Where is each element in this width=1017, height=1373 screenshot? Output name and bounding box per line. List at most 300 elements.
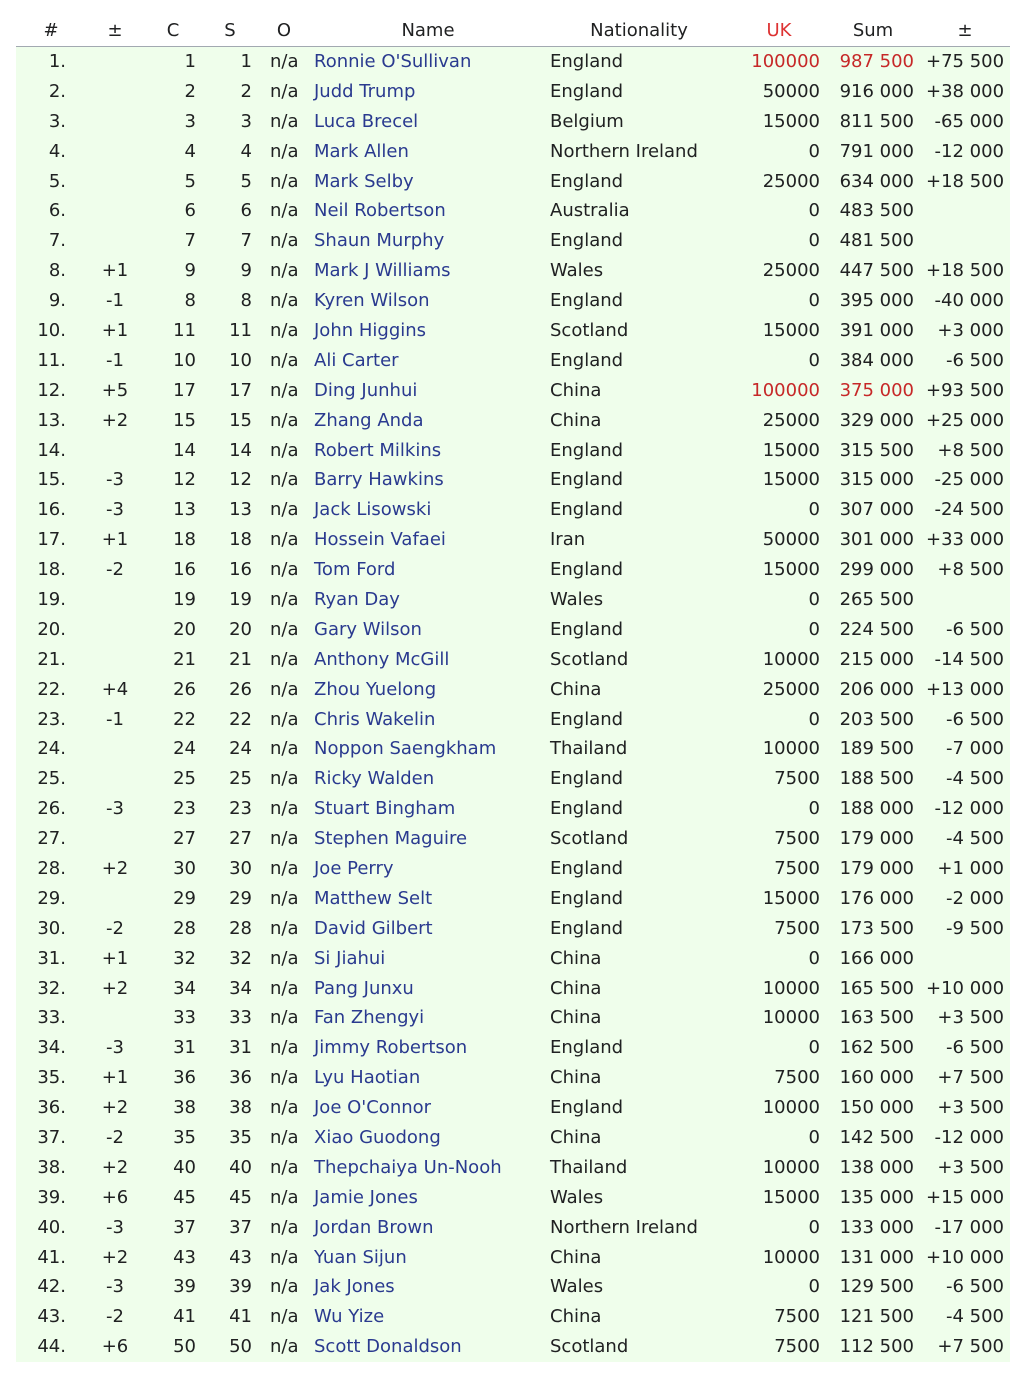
player-name-link[interactable]: Xiao Guodong (314, 1127, 441, 1148)
player-name-link[interactable]: Pang Junxu (314, 977, 414, 999)
nationality-cell: England (550, 917, 624, 939)
rank-change-cell (86, 585, 144, 615)
points-change-cell: +1 000 (937, 857, 1004, 879)
uk-points-cell: 0 (808, 1276, 820, 1298)
player-name-link[interactable]: Neil Robertson (314, 200, 446, 222)
nationality-cell: Northern Ireland (550, 140, 698, 162)
nationality-cell: China (550, 1246, 602, 1268)
sum-cell: 173 500 (839, 917, 914, 939)
s-cell: 12 (229, 469, 252, 491)
rank-cell: 15. (37, 469, 66, 491)
s-cell: 31 (229, 1037, 252, 1059)
uk-points-cell: 7500 (774, 1067, 820, 1089)
s-cell: 40 (229, 1156, 252, 1178)
s-cell: 32 (229, 947, 252, 969)
table-row (16, 1272, 1010, 1302)
o-cell: n/a (270, 1097, 299, 1119)
player-name-link[interactable]: Jordan Brown (314, 1216, 434, 1238)
player-name-link[interactable]: Stuart Bingham (314, 798, 456, 820)
sum-cell: 265 500 (839, 588, 914, 610)
table-row (16, 854, 1010, 884)
nationality-cell: England (550, 290, 624, 312)
table-row (16, 1123, 1010, 1153)
points-change-cell (920, 196, 1010, 226)
table-row (16, 913, 1010, 943)
rank-cell: 16. (37, 499, 66, 521)
nationality-cell: Wales (550, 1276, 604, 1298)
points-change-cell: +75 500 (926, 51, 1005, 73)
c-cell: 26 (173, 678, 196, 700)
player-name-link[interactable]: Tom Ford (314, 559, 396, 581)
player-name-link[interactable]: Ali Carter (314, 349, 399, 371)
header-uk: UK (732, 14, 826, 47)
uk-points-cell: 10000 (762, 1246, 820, 1268)
s-cell: 9 (240, 260, 252, 282)
table-row (16, 196, 1010, 226)
rank-cell: 26. (37, 798, 66, 820)
points-change-cell (920, 943, 1010, 973)
table-row (16, 644, 1010, 674)
s-cell: 20 (229, 618, 252, 640)
c-cell: 1 (184, 51, 196, 73)
uk-points-cell: 10000 (762, 977, 820, 999)
rank-change-cell: +2 (101, 857, 129, 879)
points-change-cell: -14 500 (934, 648, 1004, 670)
table-row (16, 943, 1010, 973)
nationality-cell: England (550, 887, 624, 909)
table-row (16, 1302, 1010, 1332)
rank-change-cell: +2 (101, 409, 129, 431)
rank-change-cell: +1 (101, 260, 129, 282)
player-name-link[interactable]: Ronnie O'Sullivan (314, 51, 472, 73)
uk-points-cell: 7500 (774, 917, 820, 939)
c-cell: 2 (184, 80, 196, 102)
player-name-link[interactable]: Mark Allen (314, 140, 409, 162)
s-cell: 24 (229, 738, 252, 760)
header-s: S (202, 14, 258, 47)
rank-cell: 10. (37, 319, 66, 341)
rank-cell: 9. (48, 290, 66, 312)
player-name-link[interactable]: Fan Zhengyi (314, 1007, 425, 1029)
o-cell: n/a (270, 1186, 299, 1208)
player-name-link[interactable]: Matthew Selt (314, 887, 433, 909)
sum-cell: 391 000 (839, 319, 914, 341)
sum-cell: 112 500 (839, 1336, 914, 1358)
nationality-cell: England (550, 499, 624, 521)
rank-change-cell: +2 (101, 1097, 129, 1119)
sum-cell: 483 500 (839, 200, 914, 222)
rank-cell: 25. (37, 768, 66, 790)
o-cell: n/a (270, 499, 299, 521)
table-row (16, 764, 1010, 794)
rank-change-cell (86, 435, 144, 465)
sum-cell: 307 000 (839, 499, 914, 521)
sum-cell: 133 000 (839, 1216, 914, 1238)
c-cell: 16 (173, 559, 196, 581)
o-cell: n/a (270, 618, 299, 640)
s-cell: 22 (229, 708, 252, 730)
c-cell: 34 (173, 977, 196, 999)
c-cell: 25 (173, 768, 196, 790)
nationality-cell: England (550, 559, 624, 581)
s-cell: 36 (229, 1067, 252, 1089)
uk-points-cell: 0 (808, 1127, 820, 1148)
o-cell: n/a (270, 1067, 299, 1089)
o-cell: n/a (270, 1216, 299, 1238)
player-name-link[interactable]: Gary Wilson (314, 618, 422, 640)
sum-cell: 188 500 (839, 768, 914, 790)
nationality-cell: England (550, 857, 624, 879)
c-cell: 38 (173, 1097, 196, 1119)
c-cell: 45 (173, 1186, 196, 1208)
uk-points-cell: 0 (808, 1216, 820, 1238)
o-cell: n/a (270, 110, 299, 132)
table-row (16, 316, 1010, 346)
player-name-link[interactable]: Si Jiahui (314, 947, 386, 969)
nationality-cell: England (550, 230, 624, 252)
table-row (16, 495, 1010, 525)
table-header-row (16, 14, 1010, 47)
sum-cell: 162 500 (839, 1037, 914, 1059)
player-name-link[interactable]: Mark Selby (314, 170, 414, 192)
table-row (16, 76, 1010, 106)
o-cell: n/a (270, 529, 299, 551)
table-row (16, 166, 1010, 196)
nationality-cell: Thailand (550, 738, 628, 760)
points-change-cell: +3 500 (937, 1156, 1004, 1178)
rank-cell: 35. (37, 1067, 66, 1089)
points-change-cell: +7 500 (937, 1067, 1004, 1089)
o-cell: n/a (270, 678, 299, 700)
player-name-link[interactable]: Jak Jones (314, 1276, 395, 1298)
player-name-link[interactable]: Anthony McGill (314, 648, 450, 670)
points-change-cell (920, 585, 1010, 615)
player-name-link[interactable]: Barry Hawkins (314, 469, 444, 491)
rank-change-cell (86, 136, 144, 166)
rank-change-cell (86, 106, 144, 136)
sum-cell: 129 500 (839, 1276, 914, 1298)
o-cell: n/a (270, 260, 299, 282)
player-name-link[interactable]: Zhou Yuelong (314, 678, 437, 700)
o-cell: n/a (270, 738, 299, 760)
sum-cell: 138 000 (839, 1156, 914, 1178)
s-cell: 18 (229, 529, 252, 551)
uk-points-cell: 0 (808, 708, 820, 730)
uk-points-cell: 0 (808, 1037, 820, 1059)
uk-points-cell: 7500 (774, 857, 820, 879)
points-change-cell: -12 000 (934, 140, 1004, 162)
points-change-cell (920, 226, 1010, 256)
rank-cell: 33. (37, 1007, 66, 1029)
player-name-link[interactable]: Jimmy Robertson (314, 1037, 468, 1059)
nationality-cell: China (550, 1127, 602, 1148)
player-name-link[interactable]: Jack Lisowski (314, 499, 432, 521)
o-cell: n/a (270, 51, 299, 73)
c-cell: 23 (173, 798, 196, 820)
o-cell: n/a (270, 200, 299, 222)
sum-cell: 166 000 (839, 947, 914, 969)
rank-cell: 20. (37, 618, 66, 640)
header-nationality: Nationality (546, 14, 732, 47)
rank-cell: 1. (48, 51, 66, 73)
c-cell: 35 (173, 1127, 196, 1148)
nationality-cell: China (550, 947, 602, 969)
table-row (16, 1212, 1010, 1242)
uk-points-cell: 10000 (762, 1156, 820, 1178)
o-cell: n/a (270, 857, 299, 879)
player-name-link[interactable]: Zhang Anda (314, 409, 424, 431)
uk-points-cell: 15000 (762, 559, 820, 581)
s-cell: 26 (229, 678, 252, 700)
sum-cell: 384 000 (839, 349, 914, 371)
o-cell: n/a (270, 977, 299, 999)
s-cell: 16 (229, 559, 252, 581)
sum-cell: 301 000 (839, 529, 914, 551)
player-name-link[interactable]: Ding Junhui (314, 379, 418, 401)
player-name-link[interactable]: Joe Perry (314, 857, 394, 879)
s-cell: 25 (229, 768, 252, 790)
rank-cell: 30. (37, 917, 66, 939)
player-name-link[interactable]: Kyren Wilson (314, 290, 430, 312)
sum-cell: 315 000 (839, 469, 914, 491)
o-cell: n/a (270, 1007, 299, 1029)
sum-cell: 916 000 (839, 80, 914, 102)
sum-cell: 395 000 (839, 290, 914, 312)
table-row (16, 375, 1010, 405)
o-cell: n/a (270, 768, 299, 790)
nationality-cell: China (550, 1007, 602, 1029)
uk-points-cell: 50000 (762, 80, 820, 102)
rank-change-cell: +1 (101, 319, 129, 341)
rank-cell: 17. (37, 529, 66, 551)
c-cell: 32 (173, 947, 196, 969)
player-name-link[interactable]: Judd Trump (314, 80, 416, 102)
rank-cell: 21. (37, 648, 66, 670)
player-name-link[interactable]: Ricky Walden (314, 768, 435, 790)
rank-cell: 12. (37, 379, 66, 401)
uk-points-cell: 0 (808, 140, 820, 162)
player-name-link[interactable]: Luca Brecel (314, 110, 419, 132)
points-change-cell: +38 000 (926, 80, 1005, 102)
rank-cell: 19. (37, 588, 66, 610)
points-change-cell: +18 500 (926, 170, 1005, 192)
points-change-cell: +15 000 (926, 1186, 1005, 1208)
points-change-cell: -12 000 (934, 798, 1004, 820)
c-cell: 33 (173, 1007, 196, 1029)
rank-cell: 39. (37, 1186, 66, 1208)
s-cell: 35 (229, 1127, 252, 1148)
nationality-cell: Scotland (550, 648, 629, 670)
table-row (16, 256, 1010, 286)
sum-cell: 206 000 (839, 678, 914, 700)
nationality-cell: Australia (550, 200, 630, 222)
rank-cell: 5. (48, 170, 66, 192)
rank-change-cell: -3 (106, 1276, 124, 1298)
player-name-link[interactable]: Stephen Maguire (314, 828, 468, 850)
nationality-cell: Scotland (550, 1336, 629, 1358)
s-cell: 28 (229, 917, 252, 939)
nationality-cell: Wales (550, 260, 604, 282)
rank-cell: 37. (37, 1127, 66, 1148)
nationality-cell: England (550, 439, 624, 461)
player-name-link[interactable]: Mark J Williams (314, 260, 451, 282)
nationality-cell: China (550, 1067, 602, 1089)
rank-change-cell: +2 (101, 977, 129, 999)
rankings-table-wrapper (16, 14, 1010, 1362)
player-name-link[interactable]: John Higgins (314, 319, 427, 341)
player-name-link[interactable]: Ryan Day (314, 588, 400, 610)
sum-cell: 189 500 (839, 738, 914, 760)
o-cell: n/a (270, 349, 299, 371)
c-cell: 11 (173, 319, 196, 341)
c-cell: 18 (173, 529, 196, 551)
rank-change-cell: -1 (106, 349, 124, 371)
sum-cell: 481 500 (839, 230, 914, 252)
c-cell: 19 (173, 588, 196, 610)
player-name-link[interactable]: Thepchaiya Un-Nooh (314, 1156, 502, 1178)
c-cell: 24 (173, 738, 196, 760)
points-change-cell: -40 000 (934, 290, 1004, 312)
o-cell: n/a (270, 588, 299, 610)
uk-points-cell: 15000 (762, 469, 820, 491)
c-cell: 5 (184, 170, 196, 192)
nationality-cell: England (550, 798, 624, 820)
o-cell: n/a (270, 1037, 299, 1059)
player-name-link[interactable]: Wu Yize (314, 1306, 385, 1328)
o-cell: n/a (270, 319, 299, 341)
s-cell: 13 (229, 499, 252, 521)
player-name-link[interactable]: David Gilbert (314, 917, 433, 939)
rank-change-cell (86, 76, 144, 106)
uk-points-cell: 10000 (762, 1007, 820, 1029)
o-cell: n/a (270, 170, 299, 192)
s-cell: 4 (240, 140, 252, 162)
c-cell: 8 (184, 290, 196, 312)
nationality-cell: England (550, 708, 624, 730)
table-row (16, 883, 1010, 913)
uk-points-cell: 10000 (762, 738, 820, 760)
points-change-cell: +25 000 (926, 409, 1005, 431)
o-cell: n/a (270, 708, 299, 730)
header-points-change: ± (920, 14, 1010, 47)
rank-cell: 13. (37, 409, 66, 431)
uk-points-cell: 0 (808, 588, 820, 610)
o-cell: n/a (270, 947, 299, 969)
nationality-cell: Wales (550, 1186, 604, 1208)
rank-change-cell: +6 (101, 1186, 129, 1208)
c-cell: 43 (173, 1246, 196, 1268)
sum-cell: 811 500 (839, 110, 914, 132)
rank-change-cell: -3 (106, 469, 124, 491)
uk-points-cell: 25000 (762, 409, 820, 431)
player-name-link[interactable]: Hossein Vafaei (314, 529, 446, 551)
rank-cell: 23. (37, 708, 66, 730)
table-row (16, 226, 1010, 256)
points-change-cell: +93 500 (926, 379, 1005, 401)
table-row (16, 1063, 1010, 1093)
rank-cell: 24. (37, 738, 66, 760)
player-name-link[interactable]: Noppon Saengkham (314, 738, 497, 760)
sum-cell: 375 000 (839, 379, 914, 401)
points-change-cell: +7 500 (937, 1336, 1004, 1358)
points-change-cell: +18 500 (926, 260, 1005, 282)
player-name-link[interactable]: Lyu Haotian (314, 1067, 421, 1089)
table-row (16, 345, 1010, 375)
sum-cell: 315 500 (839, 439, 914, 461)
player-name-link[interactable]: Shaun Murphy (314, 230, 445, 252)
o-cell: n/a (270, 469, 299, 491)
points-change-cell: -6 500 (945, 1037, 1004, 1059)
rank-change-cell: -1 (106, 708, 124, 730)
rank-cell: 36. (37, 1097, 66, 1119)
sum-cell: 150 000 (839, 1097, 914, 1119)
player-name-link[interactable]: Yuan Sijun (314, 1246, 407, 1268)
s-cell: 29 (229, 887, 252, 909)
uk-points-cell: 7500 (774, 768, 820, 790)
s-cell: 27 (229, 828, 252, 850)
uk-points-cell: 25000 (762, 678, 820, 700)
c-cell: 36 (173, 1067, 196, 1089)
header-o: O (258, 14, 310, 47)
rank-change-cell: -3 (106, 798, 124, 820)
rank-change-cell (86, 614, 144, 644)
sum-cell: 447 500 (839, 260, 914, 282)
rank-cell: 40. (37, 1216, 66, 1238)
uk-points-cell: 100000 (751, 379, 820, 401)
player-name-link[interactable]: Jamie Jones (314, 1186, 418, 1208)
points-change-cell: +3 500 (937, 1007, 1004, 1029)
points-change-cell: -25 000 (934, 469, 1004, 491)
player-name-link[interactable]: Scott Donaldson (314, 1336, 462, 1358)
c-cell: 6 (184, 200, 196, 222)
points-change-cell: +10 000 (926, 977, 1005, 999)
rank-change-cell (86, 644, 144, 674)
o-cell: n/a (270, 140, 299, 162)
rank-change-cell (86, 883, 144, 913)
rank-change-cell (86, 196, 144, 226)
points-change-cell: -6 500 (945, 1276, 1004, 1298)
s-cell: 17 (229, 379, 252, 401)
s-cell: 11 (229, 319, 252, 341)
rank-cell: 38. (37, 1156, 66, 1178)
points-change-cell: +3 000 (937, 319, 1004, 341)
sum-cell: 987 500 (839, 51, 914, 73)
table-row (16, 106, 1010, 136)
c-cell: 28 (173, 917, 196, 939)
sum-cell: 215 000 (839, 648, 914, 670)
points-change-cell: -6 500 (945, 708, 1004, 730)
rank-change-cell: +5 (101, 379, 129, 401)
table-row (16, 1093, 1010, 1123)
rank-cell: 22. (37, 678, 66, 700)
c-cell: 39 (173, 1276, 196, 1298)
player-name-link[interactable]: Chris Wakelin (314, 708, 436, 730)
table-row (16, 824, 1010, 854)
rank-change-cell: -2 (106, 1127, 124, 1148)
sum-cell: 203 500 (839, 708, 914, 730)
rank-cell: 6. (48, 200, 66, 222)
points-change-cell: -4 500 (945, 768, 1004, 790)
table-row (16, 794, 1010, 824)
rankings-table (16, 14, 1010, 1362)
header-rank: # (16, 14, 86, 47)
sum-cell: 634 000 (839, 170, 914, 192)
rank-change-cell: -2 (106, 1306, 124, 1328)
player-name-link[interactable]: Joe O'Connor (314, 1097, 432, 1119)
player-name-link[interactable]: Robert Milkins (314, 439, 442, 461)
uk-points-cell: 7500 (774, 1306, 820, 1328)
nationality-cell: Iran (550, 529, 586, 551)
